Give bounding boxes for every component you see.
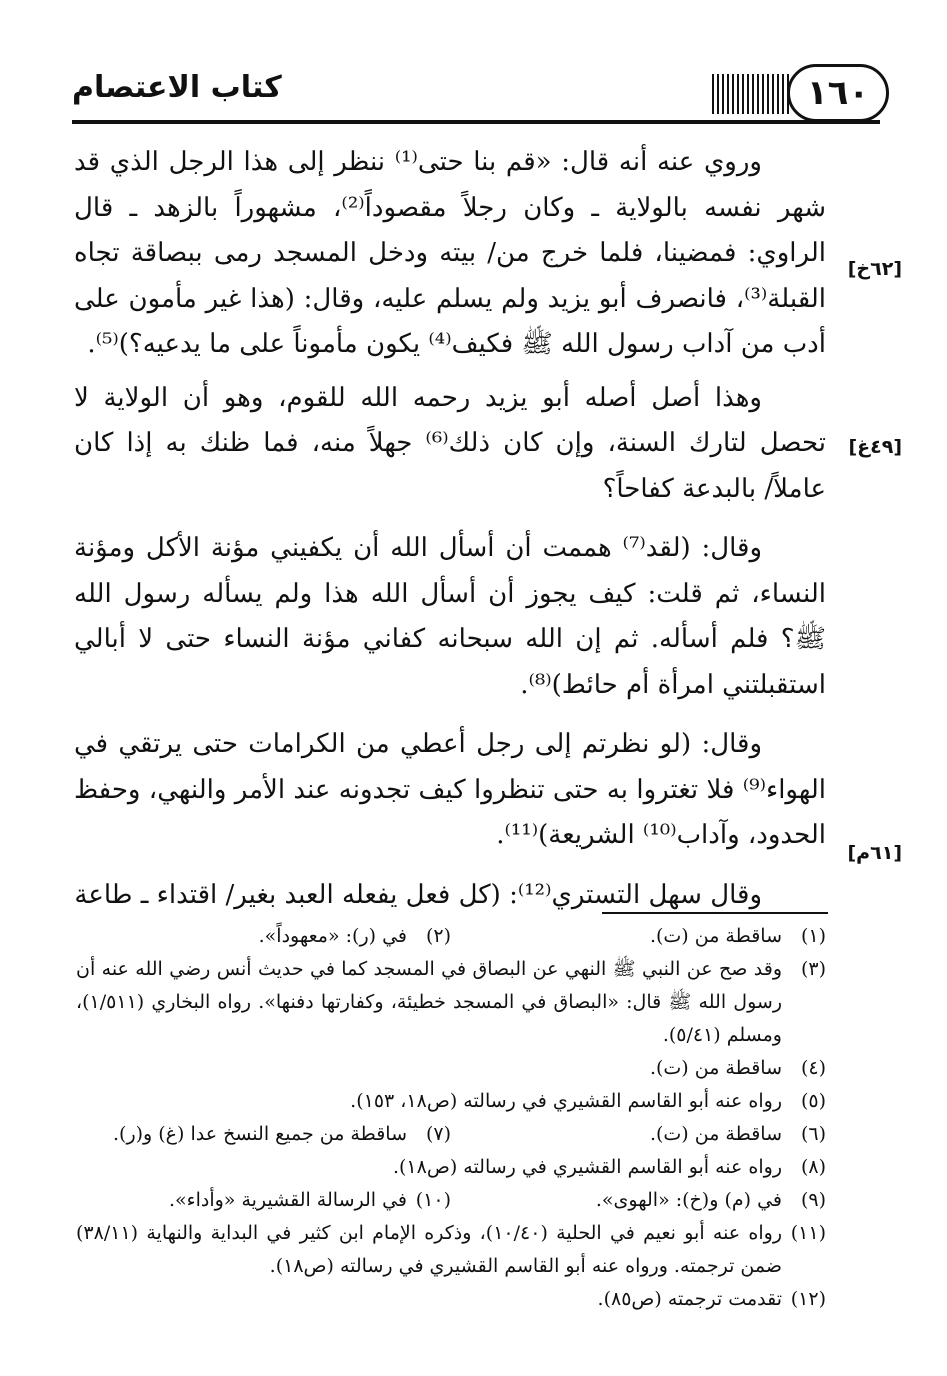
paragraph: وهذا أصل أصله أبو يزيد رحمه الله للقوم، وهو أن الولاية لا تحصل لتارك السنة، وإن كان ذلك⁽⁶⁾ جهلاً منه، فما ظنك به إذا كان عاملاً/ بالبدعة كفاحاً؟ (74, 382, 826, 504)
footnote (76, 920, 451, 953)
footnotes (76, 920, 826, 1316)
paragraph: وقال: (لو نظرتم إلى رجل أعطي من الكرامات حتى يرتقي في الهواء⁽⁹⁾ فلا تغتروا به حتى تنظروا كيف تجدونه عند الأمر والنهي، وحفظ الحدود، وآداب⁽¹⁰⁾ الشريعة)⁽¹¹⁾. (74, 729, 826, 850)
footnote-text: ساقطة من (ت). (649, 1123, 782, 1145)
footnote-number: (١٢) (790, 1288, 826, 1310)
footnote-number: (٢) (425, 925, 451, 947)
footnote-text: في (ر): «معهوداً». (258, 925, 407, 947)
footnote-text: تقدمت ترجمته (ص٨٥). (597, 1288, 782, 1310)
footnote-number: (٩) (800, 1189, 826, 1211)
footnote-number: (٣) (800, 958, 826, 980)
footnote-number: (١٠) (415, 1189, 451, 1211)
footnote-number: (٧) (425, 1123, 451, 1145)
margin-ref: [٤٩غ] (848, 436, 902, 458)
main-text (74, 140, 826, 926)
paragraph: وقال سهل التستري⁽¹²⁾: (كل فعل يفعله العبد بغير/ اقتداء ـ طاعة (74, 879, 762, 910)
book-title: كتاب الاعتصام (72, 70, 282, 105)
footnote (76, 1283, 826, 1316)
page-number: ١٦٠ (787, 64, 889, 122)
footnote-number: (١) (800, 925, 826, 947)
footnote-text: ساقطة من (ت). (649, 925, 782, 947)
footnote-number: (١١) (790, 1222, 826, 1244)
footnote (76, 1184, 451, 1217)
paragraph: وقال: (لقد⁽⁷⁾ هممت أن أسأل الله أن يكفيني مؤنة الأكل ومؤنة النساء، ثم قلت: كيف يجوز أن أسأل الله هذا ولم يسأله رسول الله ﷺ؟ فلم أسأله. ثم إن الله سبحانه كفاني مؤنة النساء حتى لا أبالي استقبلتني امرأة أم حائط)⁽⁸⁾. (74, 533, 826, 700)
footnote-text: رواه عنه أبو القاسم القشيري في رسالته (ص١٨). (392, 1156, 782, 1178)
footnote (451, 1118, 826, 1151)
footnote (76, 1151, 826, 1184)
header-rule (72, 120, 880, 124)
margin-ref: [٦١م] (847, 842, 902, 864)
footnote-number: (٤) (800, 1057, 826, 1079)
footnote-text: ساقطة من جميع النسخ عدا (غ) و(ر). (113, 1123, 407, 1145)
footnote (76, 1118, 451, 1151)
footnote-text: وقد صح عن النبي ﷺ النهي عن البصاق في المسجد كما في حديث أنس رضي الله عنه أن رسول الله ﷺ قال: «البصاق في المسجد خطيئة، وكفارتها دفنها». رواه البخاري (١/٥١١)، ومسلم (٥/٤١). (76, 958, 782, 1046)
footnote (76, 1217, 826, 1283)
paragraph: وروي عنه أنه قال: «قم بنا حتى⁽¹⁾ ننظر إلى هذا الرجل الذي قد شهر نفسه بالولاية ـ وكان رجلاً مقصوداً⁽²⁾، مشهوراً بالزهد ـ قال الراوي: فمضينا، فلما خرج من/ بيته ودخل المسجد رمى ببصاقة تجاه القبلة⁽³⁾، فانصرف أبو يزيد ولم يسلم عليه، وقال: (هذا غير مأمون على أدب من آداب رسول الله ﷺ فكيف⁽⁴⁾ يكون مأموناً على ما يدعيه؟)⁽⁵⁾. (74, 147, 826, 359)
margin-ref: [٦٢خ] (847, 258, 902, 280)
footnote (451, 920, 826, 953)
footnote-text: رواه عنه أبو القاسم القشيري في رسالته (ص١٨، ١٥٣). (350, 1090, 782, 1112)
footnote (76, 1052, 826, 1085)
footnote (76, 953, 826, 1052)
footnote-text: في (م) و(خ): «الهوى». (595, 1189, 782, 1211)
footnote (76, 1085, 826, 1118)
footnote-text: ساقطة من (ت). (649, 1057, 782, 1079)
footnote-text: في الرسالة القشيرية «وأداء». (168, 1189, 407, 1211)
footnote-number: (٦) (800, 1123, 826, 1145)
footnote (451, 1184, 826, 1217)
header-ornament (712, 74, 792, 114)
page-header (72, 62, 880, 122)
footnote-separator (602, 912, 828, 914)
footnote-number: (٥) (800, 1090, 826, 1112)
footnote-text: رواه عنه أبو نعيم في الحلية (١٠/٤٠)، وذكره الإمام ابن كثير في البداية والنهاية (٣٨/١١) ضمن ترجمته. ورواه عنه أبو القاسم القشيري في رسالته (ص١٨). (76, 1222, 782, 1277)
footnote-number: (٨) (800, 1156, 826, 1178)
